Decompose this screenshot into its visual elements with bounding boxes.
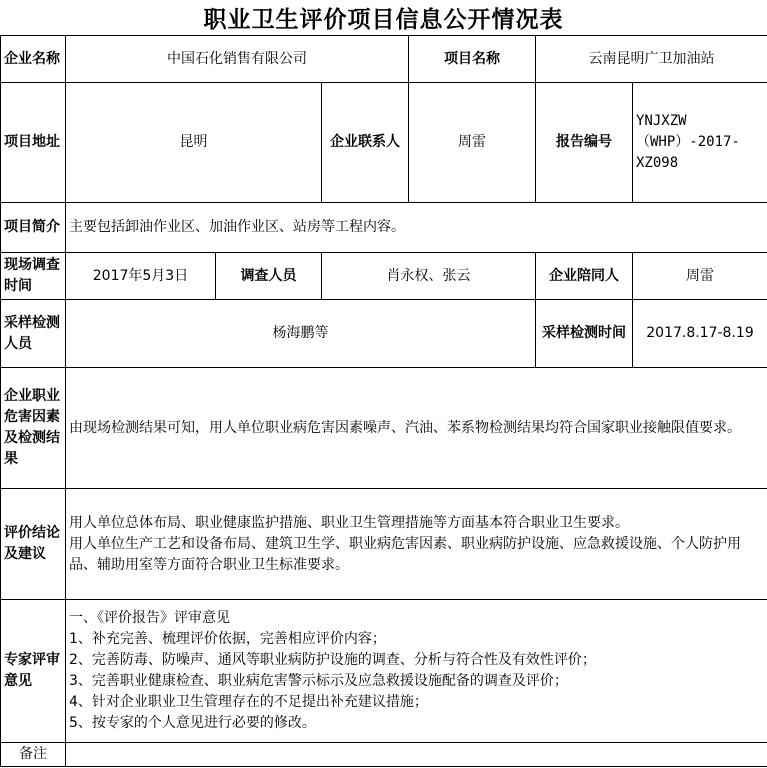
sampling-time-label: 采样检测时间 xyxy=(536,300,633,368)
report-no-label: 报告编号 xyxy=(536,83,633,203)
project-address-value: 昆明 xyxy=(66,83,322,203)
company-name-value: 中国石化销售有限公司 xyxy=(66,36,409,83)
report-no-value: YNJXZW（WHP）-2017-XZ098 xyxy=(633,83,767,203)
survey-time-label: 现场调查时间 xyxy=(1,253,66,300)
sampling-staff-value: 杨海鹏等 xyxy=(66,300,536,368)
investigator-value: 肖永权、张云 xyxy=(322,253,536,300)
company-contact-value: 周雷 xyxy=(409,83,536,203)
hazard-results-label: 企业职业危害因素及检测结果 xyxy=(1,368,66,489)
expert-line: 1、补充完善、梳理评价依据，完善相应评价内容； xyxy=(69,631,386,647)
page-title: 职业卫生评价项目信息公开情况表 xyxy=(203,7,564,33)
remarks-value xyxy=(66,743,767,767)
row-address xyxy=(1,83,767,203)
row-conclusion xyxy=(1,489,767,600)
expert-line: 4、针对企业职业卫生管理存在的不足提出补充建议措施； xyxy=(69,694,428,710)
project-summary-label: 项目简介 xyxy=(1,203,66,253)
project-summary-value: 主要包括卸油作业区、加油作业区、站房等工程内容。 xyxy=(66,203,767,253)
investigator-label: 调查人员 xyxy=(216,253,322,300)
expert-line: 一、《评价报告》评审意见 xyxy=(69,610,230,626)
project-address-label: 项目地址 xyxy=(1,83,66,203)
row-remarks xyxy=(1,743,767,767)
conclusion-value xyxy=(66,489,767,600)
sampling-time-value: 2017.8.17-8.19 xyxy=(633,300,767,368)
conclusion-paragraph-2: 用人单位生产工艺和设备布局、建筑卫生学、职业病危害因素、职业病防护设施、应急救援设施、个人防护用品、辅助用室等方面符合职业卫生标准要求。 xyxy=(69,535,741,573)
expert-line: 5、按专家的个人意见进行必要的修改。 xyxy=(69,715,316,731)
company-escort-label: 企业陪同人 xyxy=(536,253,633,300)
row-sampling xyxy=(1,300,767,368)
sampling-staff-label: 采样检测人员 xyxy=(1,300,66,368)
company-escort-value: 周雷 xyxy=(633,253,767,300)
expert-line: 2、完善防毒、防噪声、通风等职业病防护设施的调查、分析与符合性及有效性评价； xyxy=(69,652,596,668)
survey-time-value: 2017年5月3日 xyxy=(66,253,216,300)
row-survey xyxy=(1,253,767,300)
expert-opinion-label: 专家评审意见 xyxy=(1,600,66,743)
expert-opinion-value xyxy=(66,600,767,743)
row-expert xyxy=(1,600,767,743)
company-name-label: 企业名称 xyxy=(1,36,66,83)
conclusion-paragraph-1: 用人单位总体布局、职业健康监护措施、职业卫生管理措施等方面基本符合职业卫生要求。 xyxy=(69,514,629,531)
project-name-label: 项目名称 xyxy=(409,36,536,83)
remarks-label: 备注 xyxy=(1,743,66,767)
row-summary xyxy=(1,203,767,253)
company-contact-label: 企业联系人 xyxy=(322,83,409,203)
row-company xyxy=(1,36,767,83)
expert-line: 3、完善职业健康检查、职业病危害警示标示及应急救援设施配备的调查及评价； xyxy=(69,673,568,689)
conclusion-label: 评价结论及建议 xyxy=(1,489,66,600)
project-name-value: 云南昆明广卫加油站 xyxy=(536,36,767,83)
hazard-results-value: 由现场检测结果可知，用人单位职业病危害因素噪声、汽油、苯系物检测结果均符合国家职业接触限值要求。 xyxy=(66,368,767,489)
info-table xyxy=(0,35,767,767)
row-hazard xyxy=(1,368,767,489)
